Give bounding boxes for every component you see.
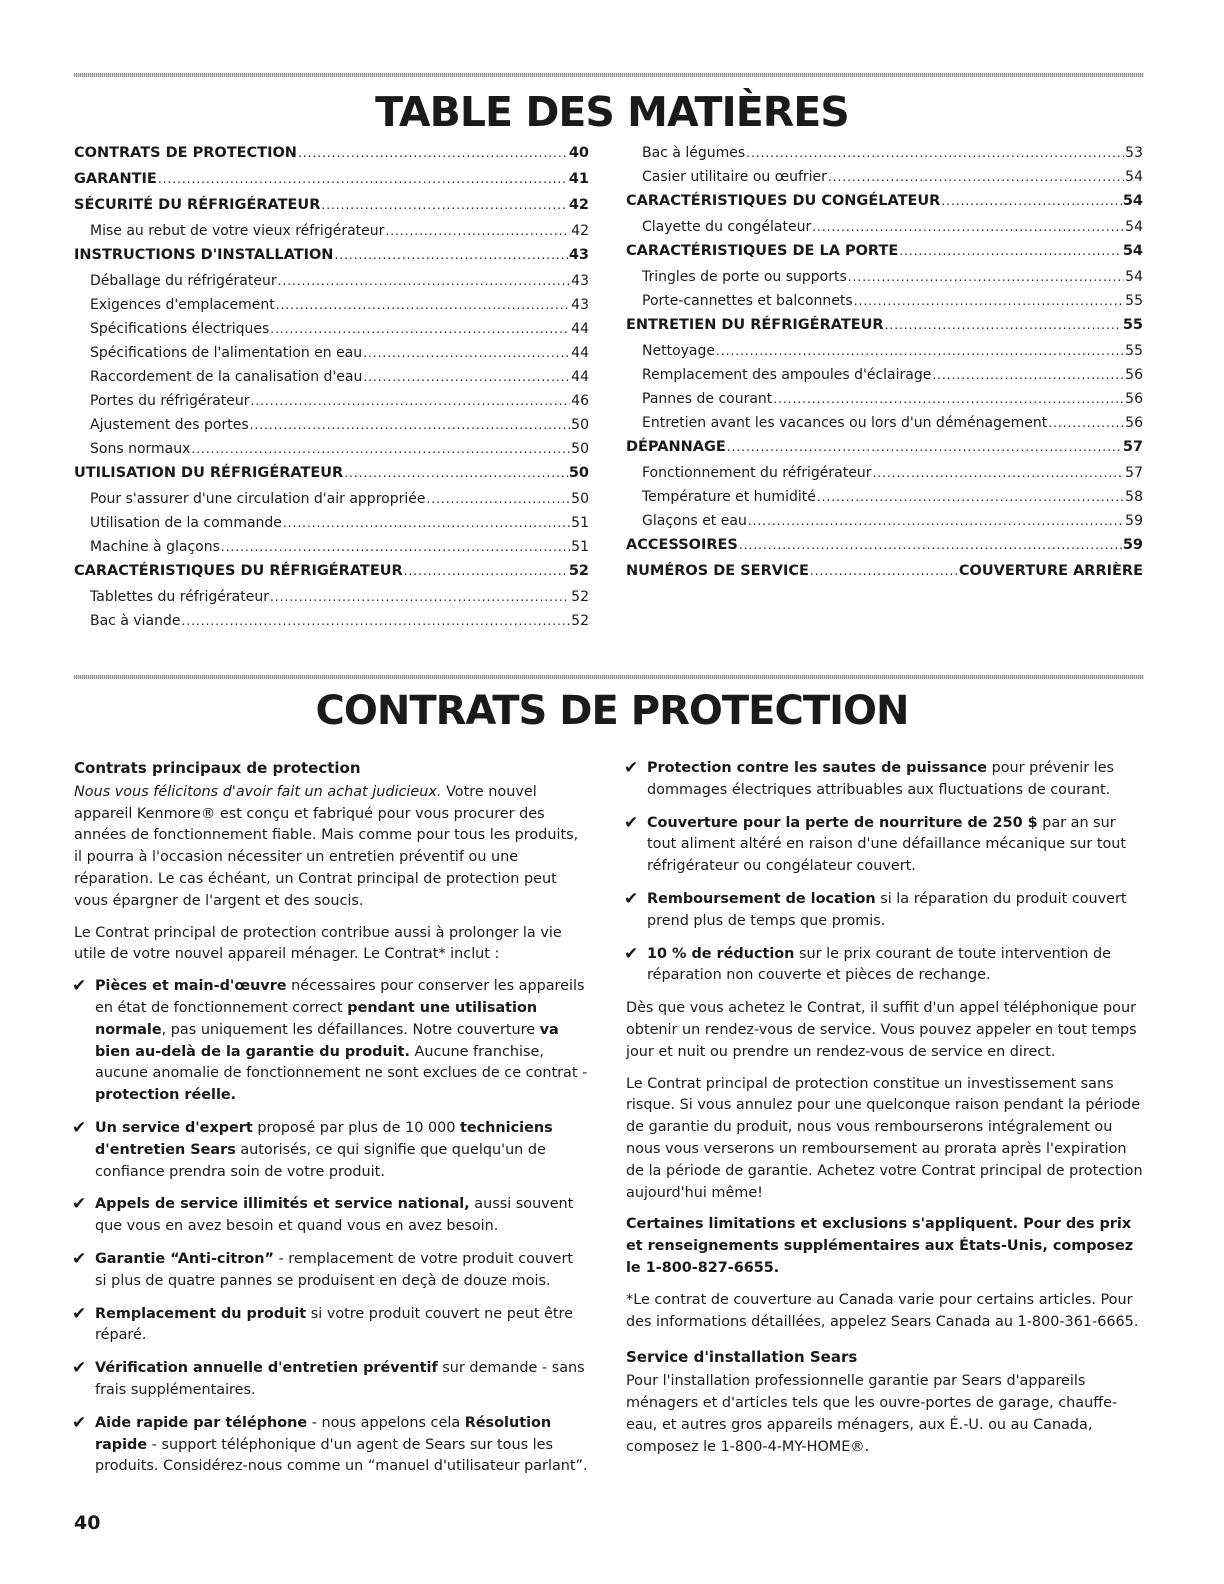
- toc-entry-page: 42: [568, 197, 589, 213]
- toc-leader-dots: [344, 465, 568, 481]
- checkmark-icon: ✔: [72, 1117, 87, 1138]
- toc-entry-label: Raccordement de la canalisation d'eau: [90, 369, 363, 385]
- coverage-text: pour prévenir les dommages électriques attribuables aux fluctuations de courant.: [647, 760, 1115, 798]
- coverage-text: Pièces et main-d'œuvre: [95, 978, 287, 995]
- toc-entry-page: 51: [571, 539, 589, 555]
- toc-entry-page: 50: [568, 465, 589, 481]
- toc-entry-label: Spécifications de l'alimentation en eau: [90, 345, 363, 361]
- toc-entry-label: Clayette du congélateur: [642, 219, 812, 235]
- toc-entry: [74, 491, 589, 515]
- toc-leader-dots: [278, 273, 571, 289]
- toc-entry: [74, 321, 589, 345]
- page-number: 40: [74, 1512, 101, 1534]
- toc-entry: [74, 613, 589, 637]
- coverage-text: Un service d'expert: [95, 1119, 253, 1136]
- checkmark-icon: ✔: [72, 976, 87, 997]
- install-paragraph: Pour l'installation professionnelle garantie par Sears d'appareils ménagers et d'articles tels que les ouvre-portes de garage, chauffe-eau, et autres gros appareils ménagers, aux É.-U. ou au Canada, composez le 1-800-4-MY-HOME®.: [626, 1373, 1118, 1455]
- toc-leader-dots: [854, 293, 1124, 309]
- coverage-item: [74, 1413, 589, 1478]
- toc-entry-label: Glaçons et eau: [642, 513, 747, 529]
- toc-entry-page: 43: [568, 247, 589, 263]
- toc-entry-label: INSTRUCTIONS D'INSTALLATION: [74, 247, 334, 263]
- toc-entry: [626, 465, 1143, 489]
- toc-leader-dots: [727, 439, 1122, 455]
- toc-entry: [74, 417, 589, 441]
- toc-entry-label: Exigences d'emplacement: [90, 297, 275, 313]
- toc-entry-label: ENTRETIEN DU RÉFRIGÉRATEUR: [626, 317, 884, 333]
- toc-leader-dots: [158, 171, 568, 187]
- toc-entry: [626, 145, 1143, 169]
- toc-leader-dots: [191, 441, 570, 457]
- toc-entry-page: 51: [571, 515, 589, 531]
- checkmark-icon: ✔: [624, 888, 639, 909]
- limitations-note: Certaines limitations et exclusions s'appliquent. Pour des prix et renseignements supplémentaires aux États-Unis, composez le 1-800-827-6655.: [626, 1216, 1134, 1276]
- coverage-text: Résolution rapide: [95, 1414, 552, 1453]
- coverage-text: Protection contre les sautes de puissance: [647, 760, 987, 776]
- coverage-item: [74, 1194, 589, 1238]
- toc-leader-dots: [270, 321, 570, 337]
- coverage-text: techniciens d'entretien Sears: [95, 1119, 553, 1158]
- coverage-item: [626, 813, 1143, 878]
- checkmark-icon: ✔: [72, 1412, 87, 1433]
- coverage-text: sur demande - sans frais supplémentaires.: [95, 1360, 585, 1398]
- toc-entry: [626, 169, 1143, 193]
- coverage-item: [74, 1358, 589, 1402]
- toc-entry: [74, 465, 589, 491]
- toc-entry-label: Porte-cannettes et balconnets: [642, 293, 853, 309]
- inclusion-paragraph: Le Contrat principal de protection contribue aussi à prolonger la vie utile de votre nouvel appareil ménager. Le Contrat* inclut :: [74, 924, 562, 963]
- toc-entry-page: 56: [1125, 415, 1143, 431]
- toc-entry-page: 58: [1125, 489, 1143, 505]
- toc-entry: [626, 343, 1143, 367]
- coverage-text: proposé par plus de 10 000: [252, 1119, 461, 1136]
- toc-leader-dots: [426, 491, 570, 507]
- toc-entry-page: 40: [568, 145, 589, 161]
- toc-entry-label: Pour s'assurer d'une circulation d'air appropriée: [90, 491, 426, 507]
- toc-entry-page: 52: [571, 589, 589, 605]
- checkmark-icon: ✔: [624, 758, 639, 778]
- checkmark-icon: ✔: [72, 1194, 87, 1215]
- toc-entry-page: 41: [568, 171, 589, 187]
- toc-entry-label: DÉPANNAGE: [626, 439, 726, 455]
- toc-entry: [626, 489, 1143, 513]
- coverage-text: va bien au-delà de la garantie du produit.: [95, 1021, 559, 1060]
- toc-entry: [74, 247, 589, 273]
- toc-leader-dots: [321, 197, 567, 213]
- toc-entry-label: Spécifications électriques: [90, 321, 270, 337]
- toc-entry: [74, 273, 589, 297]
- toc-entry: [74, 297, 589, 321]
- toc-entry-label: Machine à glaçons: [90, 539, 220, 555]
- toc-entry-page: 54: [1125, 169, 1143, 185]
- toc-leader-dots: [739, 537, 1122, 553]
- toc-entry: [626, 537, 1143, 563]
- toc-entry-label: CONTRATS DE PROTECTION: [74, 145, 297, 161]
- toc-leader-dots: [885, 317, 1122, 333]
- toc-entry-label: Tablettes du réfrigérateur: [90, 589, 269, 605]
- toc-leader-dots: [872, 465, 1124, 481]
- toc-entry-page: 55: [1125, 293, 1143, 309]
- toc-entry-label: Pannes de courant: [642, 391, 773, 407]
- coverage-text: aussi souvent que vous en avez besoin et quand vous en avez besoin.: [95, 1196, 574, 1235]
- toc-entry-label: Tringles de porte ou supports: [642, 269, 847, 285]
- toc-entry: [626, 293, 1143, 317]
- coverage-item: [626, 758, 1143, 802]
- toc-entry: [626, 391, 1143, 415]
- toc-leader-dots: [817, 489, 1124, 505]
- toc-entry-page: 44: [571, 369, 589, 385]
- coverage-text: , pas uniquement les défaillances. Notre couverture: [161, 1021, 540, 1038]
- toc-entry: [74, 441, 589, 465]
- coverage-text: sur le prix courant de toute intervention de réparation non couverte et pièces de rechange.: [647, 945, 1111, 984]
- toc-entry-label: GARANTIE: [74, 171, 157, 187]
- coverage-item: [74, 1249, 589, 1293]
- contracts-heading: Contrats principaux de protection: [74, 759, 361, 777]
- coverage-text: si la réparation du produit couvert prend plus de temps que promis.: [647, 890, 1127, 929]
- toc-leader-dots: [363, 345, 570, 361]
- toc-leader-dots: [812, 219, 1124, 235]
- toc-entry-page: 52: [568, 563, 589, 579]
- toc-entry-page: 54: [1125, 219, 1143, 235]
- toc-leader-dots: [250, 417, 571, 433]
- toc-leader-dots: [283, 515, 570, 531]
- investment-paragraph: Le Contrat principal de protection constitue un investissement sans risque. Si vous annulez pour une quelconque raison pendant la période de garantie du produit, nous vous rembourserons intégralement ou nous vous verserons un remboursement au prorata après l'expiration de la période de garantie. Achetez votre Contrat principal de protection aujourd'hui même!: [626, 1075, 1143, 1201]
- top-divider: [74, 73, 1144, 77]
- checkmark-icon: ✔: [624, 812, 639, 833]
- checkmark-icon: ✔: [72, 1358, 87, 1379]
- toc-left-column: [74, 145, 589, 637]
- toc-leader-dots: [716, 343, 1124, 359]
- toc-entry-label: Casier utilitaire ou œufrier: [642, 169, 827, 185]
- toc-entry-label: CARACTÉRISTIQUES DU RÉFRIGÉRATEUR: [74, 563, 403, 579]
- toc-entry-label: UTILISATION DU RÉFRIGÉRATEUR: [74, 465, 344, 481]
- toc-entry: [626, 439, 1143, 465]
- toc-entry-label: Remplacement des ampoules d'éclairage: [642, 367, 932, 383]
- toc-entry: [626, 513, 1143, 537]
- toc-entry: [626, 243, 1143, 269]
- toc-entry-page: 59: [1122, 537, 1143, 553]
- coverage-list-left: [74, 976, 589, 1478]
- toc-leader-dots: [932, 367, 1124, 383]
- toc-entry-page: 56: [1125, 367, 1143, 383]
- toc-entry-label: Ajustement des portes: [90, 417, 249, 433]
- toc-entry-label: CARACTÉRISTIQUES DU CONGÉLATEUR: [626, 193, 941, 209]
- toc-leader-dots: [270, 589, 570, 605]
- toc-entry: [74, 393, 589, 417]
- toc-entry: [74, 197, 589, 223]
- left-text-column: [74, 758, 589, 1489]
- coverage-text: - remplacement de votre produit couvert si plus de quatre pannes se produisent en deçà de douze mois.: [95, 1250, 574, 1289]
- coverage-text: Garantie “Anti-citron”: [95, 1250, 274, 1267]
- toc-leader-dots: [810, 563, 958, 579]
- toc-entry: [626, 193, 1143, 219]
- toc-leader-dots: [746, 145, 1124, 161]
- coverage-text: Couverture pour la perte de nourriture de 250 $: [647, 814, 1038, 831]
- toc-entry: [74, 171, 589, 197]
- toc-entry: [626, 317, 1143, 343]
- toc-leader-dots: [298, 145, 568, 161]
- checkmark-icon: ✔: [72, 1303, 87, 1324]
- checkmark-icon: ✔: [624, 943, 639, 964]
- coverage-text: 10 % de réduction: [647, 945, 795, 962]
- coverage-text: par an sur tout aliment altéré en raison d'une défaillance mécanique sur tout réfrigérateur ou congélateur couvert.: [647, 814, 1127, 875]
- toc-entry-page: 56: [1125, 391, 1143, 407]
- canada-note: *Le contrat de couverture au Canada varie pour certains articles. Pour des informations détaillées, appelez Sears Canada au 1-800-361-6665.: [626, 1291, 1139, 1330]
- toc-entry-label: NUMÉROS DE SERVICE: [626, 563, 809, 579]
- toc-entry-page: 50: [571, 417, 589, 433]
- toc-entry: [626, 563, 1143, 589]
- middle-divider: [74, 675, 1144, 679]
- coverage-text: pendant une utilisation normale: [95, 999, 538, 1038]
- toc-entry-page: 54: [1125, 269, 1143, 285]
- toc-entry: [626, 269, 1143, 293]
- toc-entry-page: 50: [571, 491, 589, 507]
- coverage-text: Remplacement du produit: [95, 1305, 307, 1322]
- toc-entry-page: 57: [1122, 439, 1143, 455]
- toc-leader-dots: [773, 391, 1124, 407]
- toc-leader-dots: [221, 539, 570, 555]
- toc-entry-page: 55: [1125, 343, 1143, 359]
- toc-entry-page: 46: [571, 393, 589, 409]
- toc-leader-dots: [828, 169, 1124, 185]
- toc-entry: [74, 223, 589, 247]
- toc-leader-dots: [848, 269, 1124, 285]
- coverage-text: Remboursement de location: [647, 890, 876, 907]
- toc-entry-page: 54: [1122, 193, 1143, 209]
- toc-entry: [626, 367, 1143, 391]
- contracts-title: CONTRATS DE PROTECTION: [315, 688, 909, 734]
- coverage-item: [74, 1118, 589, 1183]
- coverage-text: Appels de service illimités et service national,: [95, 1196, 470, 1213]
- toc-entry: [626, 219, 1143, 243]
- toc-entry-page: 44: [571, 345, 589, 361]
- coverage-list-right: [626, 758, 1143, 987]
- toc-entry-page: 42: [571, 223, 589, 239]
- coverage-text: - nous appelons cela: [307, 1414, 465, 1431]
- toc-entry-page: 57: [1125, 465, 1143, 481]
- coverage-text: Aide rapide par téléphone: [95, 1414, 308, 1431]
- toc-entry-page: 43: [571, 297, 589, 313]
- toc-leader-dots: [941, 193, 1121, 209]
- coverage-text: autorisés, ce qui signifie que quelqu'un de confiance prendra soin de votre produit.: [95, 1141, 546, 1180]
- toc-entry-label: Sons normaux: [90, 441, 191, 457]
- coverage-text: protection réelle.: [95, 1087, 237, 1104]
- toc-entry: [74, 515, 589, 539]
- toc-leader-dots: [385, 223, 570, 239]
- toc-leader-dots: [748, 513, 1124, 529]
- checkmark-icon: ✔: [72, 1248, 87, 1269]
- coverage-text: si votre produit couvert ne peut être réparé.: [95, 1305, 573, 1344]
- toc-entry-label: ACCESSOIRES: [626, 537, 738, 553]
- toc-leader-dots: [404, 563, 568, 579]
- coverage-item: [626, 944, 1143, 988]
- toc-entry: [74, 369, 589, 393]
- call-paragraph: Dès que vous achetez le Contrat, il suffit d'un appel téléphonique pour obtenir un rendez-vous de service. Vous pouvez appeler en tout temps jour et nuit ou prendre un rendez-vous de service en direct.: [626, 1000, 1137, 1060]
- toc-entry: [74, 539, 589, 563]
- toc-entry-label: Fonctionnement du réfrigérateur: [642, 465, 872, 481]
- toc-entry-label: SÉCURITÉ DU RÉFRIGÉRATEUR: [74, 197, 321, 213]
- toc-title: TABLE DES MATIÈRES: [375, 88, 849, 136]
- toc-entry: [74, 563, 589, 589]
- toc-leader-dots: [276, 297, 570, 313]
- coverage-item: [74, 976, 589, 1107]
- coverage-text: nécessaires pour conserver les appareils en état de fonctionnement correct: [95, 978, 585, 1016]
- coverage-item: [74, 1304, 589, 1348]
- toc-entry-label: Utilisation de la commande: [90, 515, 282, 531]
- toc-entry: [74, 589, 589, 613]
- toc-entry: [74, 145, 589, 171]
- coverage-text: Vérification annuelle d'entretien préventif: [95, 1360, 438, 1377]
- intro-paragraph: Nous vous félicitons d'avoir fait un achat judicieux. Votre nouvel appareil Kenmore® est conçu et fabriqué pour vous procurer des années de fonctionnement fiable. Mais comme pour tous les produits, il pourra à l'occasion nécessiter un entretien préventif ou une réparation. Le cas échéant, un Contrat principal de protection peut vous épargner de l'argent et des soucis.: [74, 783, 579, 909]
- toc-entry-label: Portes du réfrigérateur: [90, 393, 250, 409]
- toc-entry-label: Mise au rebut de votre vieux réfrigérateur: [90, 223, 385, 239]
- toc-entry: [74, 345, 589, 369]
- toc-entry-label: Entretien avant les vacances ou lors d'un déménagement: [642, 415, 1048, 431]
- coverage-item: [626, 889, 1143, 933]
- toc-entry-page: 43: [571, 273, 589, 289]
- toc-leader-dots: [251, 393, 571, 409]
- install-heading: Service d'installation Sears: [626, 1348, 858, 1367]
- right-text-column: [626, 758, 1143, 1468]
- toc-entry-label: Bac à viande: [90, 613, 181, 629]
- toc-entry-label: Température et humidité: [642, 489, 816, 505]
- toc-leader-dots: [363, 369, 570, 385]
- toc-entry-label: Nettoyage: [642, 343, 715, 359]
- toc-entry: [626, 415, 1143, 439]
- toc-entry-page: COUVERTURE ARRIÈRE: [958, 563, 1143, 579]
- toc-entry-page: 55: [1122, 317, 1143, 333]
- toc-entry-label: Déballage du réfrigérateur: [90, 273, 277, 289]
- toc-leader-dots: [334, 247, 567, 263]
- toc-entry-page: 52: [571, 613, 589, 629]
- toc-right-column: [626, 145, 1143, 589]
- toc-entry-page: 50: [571, 441, 589, 457]
- toc-leader-dots: [899, 243, 1122, 259]
- coverage-text: - support téléphonique d'un agent de Sears sur tous les produits. Considérez-nous comme un “manuel d'utilisateur parlant”.: [95, 1436, 588, 1475]
- toc-entry-page: 53: [1125, 145, 1143, 161]
- toc-entry-page: 59: [1125, 513, 1143, 529]
- toc-entry-page: 54: [1122, 243, 1143, 259]
- toc-entry-label: CARACTÉRISTIQUES DE LA PORTE: [626, 243, 899, 259]
- toc-entry-label: Bac à légumes: [642, 145, 746, 161]
- toc-leader-dots: [182, 613, 571, 629]
- toc-leader-dots: [1048, 415, 1124, 431]
- coverage-text: Aucune franchise, aucune anomalie de fonctionnement ne sont exclues de ce contrat -: [95, 1043, 588, 1082]
- toc-entry-page: 44: [571, 321, 589, 337]
